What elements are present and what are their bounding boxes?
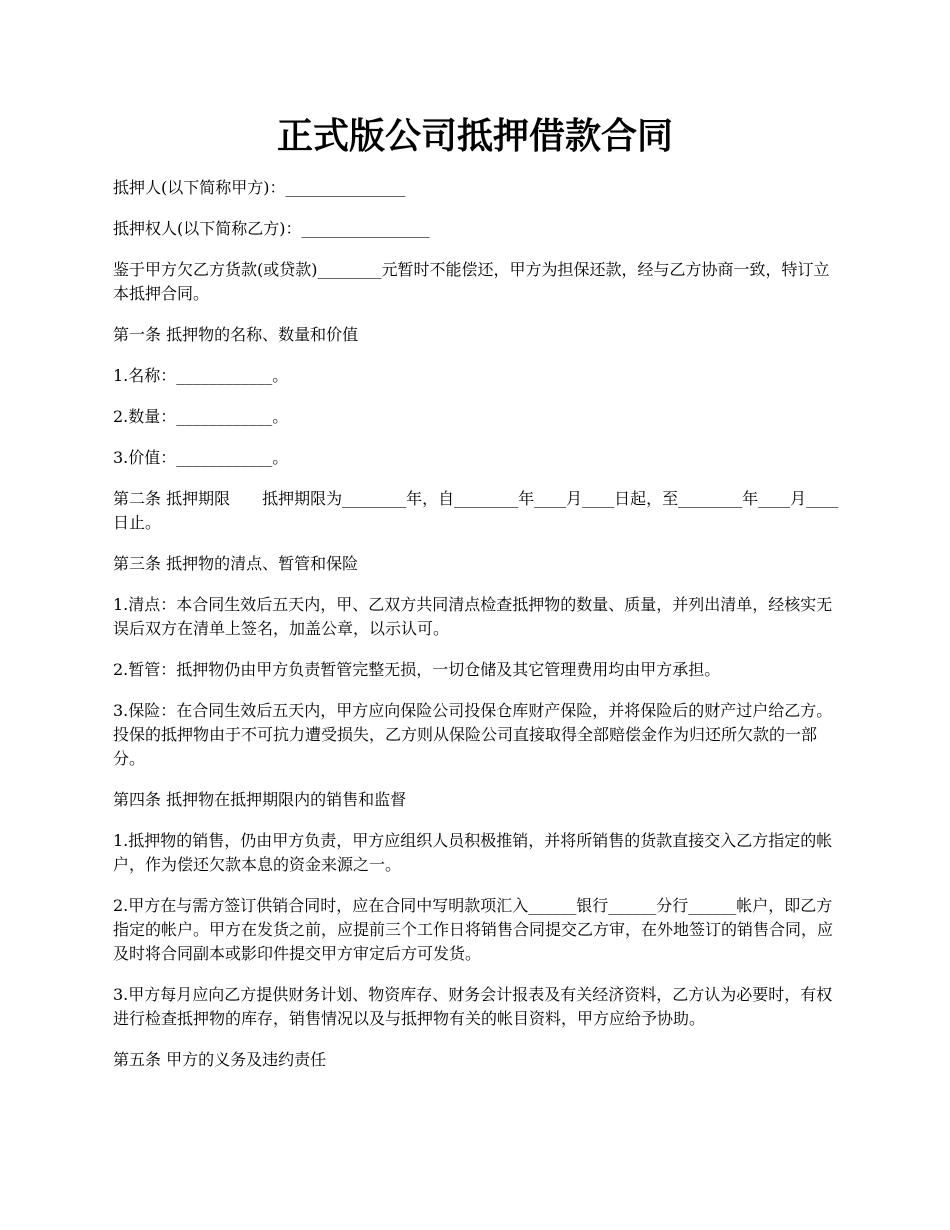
article-3-item-inventory: 1.清点：本合同生效后五天内，甲、乙双方共同清点检查抵押物的数量、质量，并列出清单，经核实无误后双方在清单上签名，加盖公章，以示认可。	[113, 595, 833, 638]
article-1-item-quantity: 2.数量：____________。	[113, 407, 289, 426]
article-5-heading: 第五条 甲方的义务及违约责任	[113, 1050, 327, 1069]
party-b-line: 抵押权人(以下简称乙方)：________________	[113, 219, 430, 238]
article-4-item-reports: 3.甲方每月应向乙方提供财务计划、物资库存、财务会计报表及有关经济资料，乙方认为必要时，有权进行检查抵押物的库存，销售情况以及与抵押物有关的帐目资料，甲方应给予协助。	[113, 985, 833, 1028]
article-3-heading: 第三条 抵押物的清点、暂管和保险	[113, 554, 359, 573]
article-1-item-value: 3.价值：____________。	[113, 448, 289, 467]
preamble-paragraph: 鉴于甲方欠乙方货款(或贷款)________元暂时不能偿还，甲方为担保还款，经与乙方协商一致，特订立本抵押合同。	[113, 260, 830, 303]
article-2-paragraph: 第二条 抵押期限 抵押期限为________年，自________年____月____日起，至________年____月____日止。	[113, 489, 839, 532]
article-1-heading: 第一条 抵押物的名称、数量和价值	[113, 325, 359, 344]
article-4-item-sales: 1.抵押物的销售，仍由甲方负责，甲方应组织人员积极推销，并将所销售的货款直接交入乙方指定的帐户，作为偿还欠款本息的资金来源之一。	[113, 831, 833, 874]
document-body	[113, 176, 841, 1089]
article-3-item-insurance: 3.保险：在合同生效后五天内，甲方应向保险公司投保仓库财产保险，并将保险后的财产过户给乙方。投保的抵押物由于不可抗力遭受损失，乙方则从保险公司直接取得全部赔偿金作为归还所欠款的一部分。	[113, 701, 833, 768]
article-4-heading: 第四条 抵押物在抵押期限内的销售和监督	[113, 790, 407, 809]
party-a-line: 抵押人(以下简称甲方)：_______________	[113, 178, 406, 197]
article-3-item-custody: 2.暂管：抵押物仍由甲方负责暂管完整无损，一切仓储及其它管理费用均由甲方承担。	[113, 660, 721, 679]
article-4-item-contracts: 2.甲方在与需方签订供销合同时，应在合同中写明款项汇入______银行______分行______帐户，即乙方指定的帐户。甲方在发货之前，应提前三个工作日将销售合同提交乙方审，在外地签订的销售合同，应及时将合同副本或影印件提交甲方审定后方可发货。	[113, 896, 834, 963]
article-1-item-name: 1.名称：____________。	[113, 366, 289, 385]
document-title: 正式版公司抵押借款合同	[276, 115, 673, 157]
